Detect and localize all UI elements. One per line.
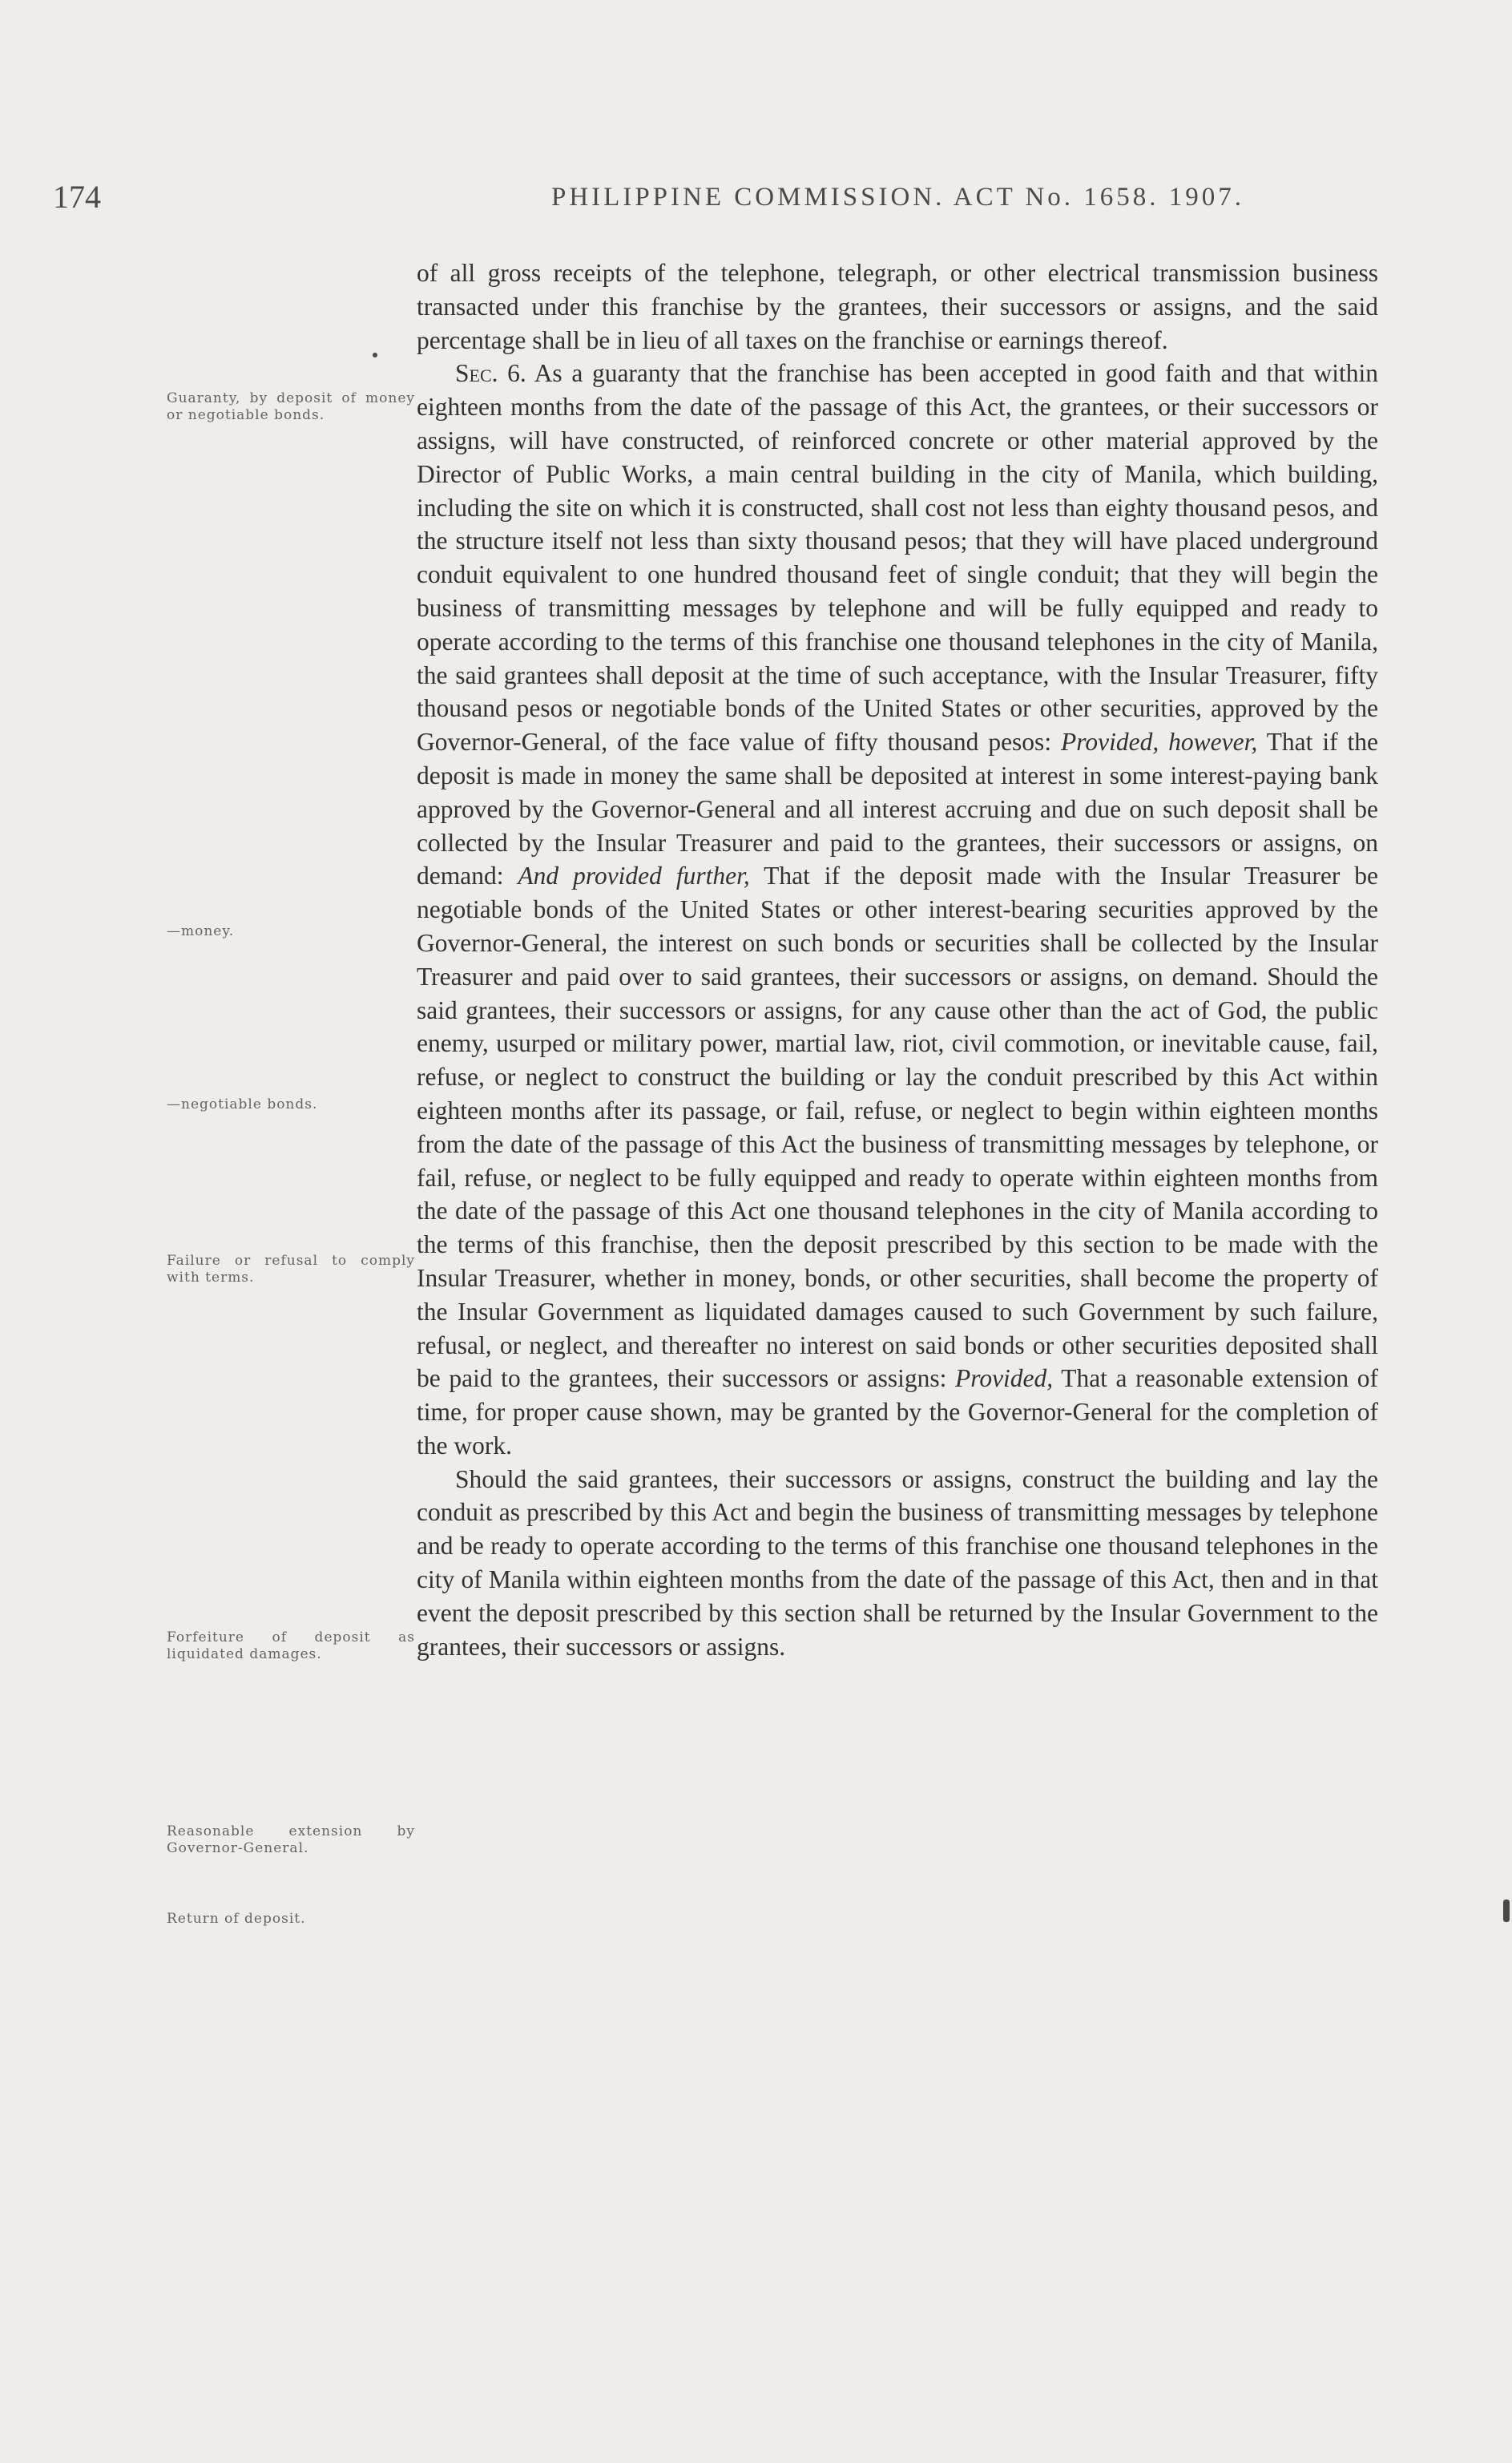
page-number: 174 <box>53 179 101 215</box>
ink-speck <box>373 353 377 357</box>
proviso-extension: Provided, <box>954 1364 1054 1393</box>
section-text-b: That if the deposit is made in money the same shall be deposited at interest in some interest-paying bank approved by the Governor-General and all interest accruing and due on such deposit shall be collected by the Insular Treasurer and paid to the grantees, their successors or assigns, on demand: <box>417 728 1378 890</box>
paragraph-section-6 <box>417 357 1378 1462</box>
section-text-d: That a reasonable extension of time, for proper cause shown, may be granted by the Governor-General for the completion of the work. <box>417 1364 1378 1460</box>
body-text <box>417 256 1378 1663</box>
paragraph-return: Should the said grantees, their successors or assigns, construct the building and lay the conduit as prescribed by this Act and begin the business of transmitting messages by telephone and be ready to operate according to the terms of this franchise one thousand telephones in the city of Manila within eighteen months from the date of the passage of this Act, then and in that event the deposit prescribed by this section shall be returned by the Insular Government to the grantees, their successors or assigns. <box>417 1464 1378 1661</box>
proviso-further: And provided further, <box>518 862 750 890</box>
margin-note-guaranty: Guaranty, by deposit of money or negotiable bonds. <box>167 390 415 423</box>
edge-mark <box>1503 1900 1510 1922</box>
margin-note-failure: Failure or refusal to comply with terms. <box>167 1253 415 1286</box>
margin-note-extension: Reasonable extension by Governor-General. <box>167 1823 415 1856</box>
section-label: Sec. 6. <box>455 359 526 388</box>
margin-note-forfeiture: Forfeiture of deposit as liquidated damages. <box>167 1629 415 1662</box>
section-text-a: As a guaranty that the franchise has been accepted in good faith and that within eighteen months from the date of the passage of this Act, the grantees, or their successors or assigns, will have constructed, of reinforced concrete or other material approved by the Director of Public Works, a main central building in the city of Manila, which building, including the site on which it is constructed, shall cost not less than eighty thousand pesos, and the structure itself not less than sixty thousand pesos; that they will have placed underground conduit equivalent to one hundred thousand feet of single conduit; that they will begin the business of transmitting messages by telephone and will be fully equipped and ready to operate according to the terms of this franchise one thousand telephones in the city of Manila, the said grantees shall deposit at the time of such acceptance, with the Insular Treasurer, fifty thousand pesos or negotiable bonds of the United States or other securities, approved by the Governor-General, of the face value of fifty thousand pesos: <box>417 359 1378 757</box>
paragraph-continuation: of all gross receipts of the telephone, telegraph, or other electrical transmission business transacted under this franchise by the grantees, their successors or assigns, and the said percentage shall be in lieu of all taxes on the franchise or earnings thereof. <box>417 259 1378 354</box>
proviso-however: Provided, however, <box>1061 728 1258 757</box>
margin-note-return: Return of deposit. <box>167 1911 306 1927</box>
margin-note-money: —money. <box>167 923 235 939</box>
section-text-c: That if the deposit made with the Insular Treasurer be negotiable bonds of the United States or other interest-bearing securities approved by the Governor-General, the interest on such bonds or securities shall be collected by the Insular Treasurer and paid over to said grantees, their successors or assigns, on demand. Should the said grantees, their successors or assigns, for any cause other than the act of God, the public enemy, usurped or military power, martial law, riot, civil commotion, or inevitable cause, fail, refuse, or neglect to construct the building or lay the conduit prescribed by this Act within eighteen months after its passage, or fail, refuse, or neglect to begin within eighteen months from the date of the passage of this Act the business of transmitting messages by telephone, or fail, refuse, or neglect to be fully equipped and ready to operate within eighteen months from the date of the passage of this Act one thousand telephones in the city of Manila according to the terms of this franchise, then the deposit prescribed by this section to be made with the Insular Treasurer, whether in money, bonds, or other securities, shall become the property of the Insular Government as liquidated damages caused to such Government by such failure, refusal, or neglect, and thereafter no interest on said bonds or other securities deposited shall be paid to the grantees, their successors or assigns: <box>417 862 1378 1393</box>
running-head: PHILIPPINE COMMISSION. ACT No. 1658. 1907. <box>551 183 1245 212</box>
margin-note-negotiable-bonds: —negotiable bonds. <box>167 1096 318 1112</box>
